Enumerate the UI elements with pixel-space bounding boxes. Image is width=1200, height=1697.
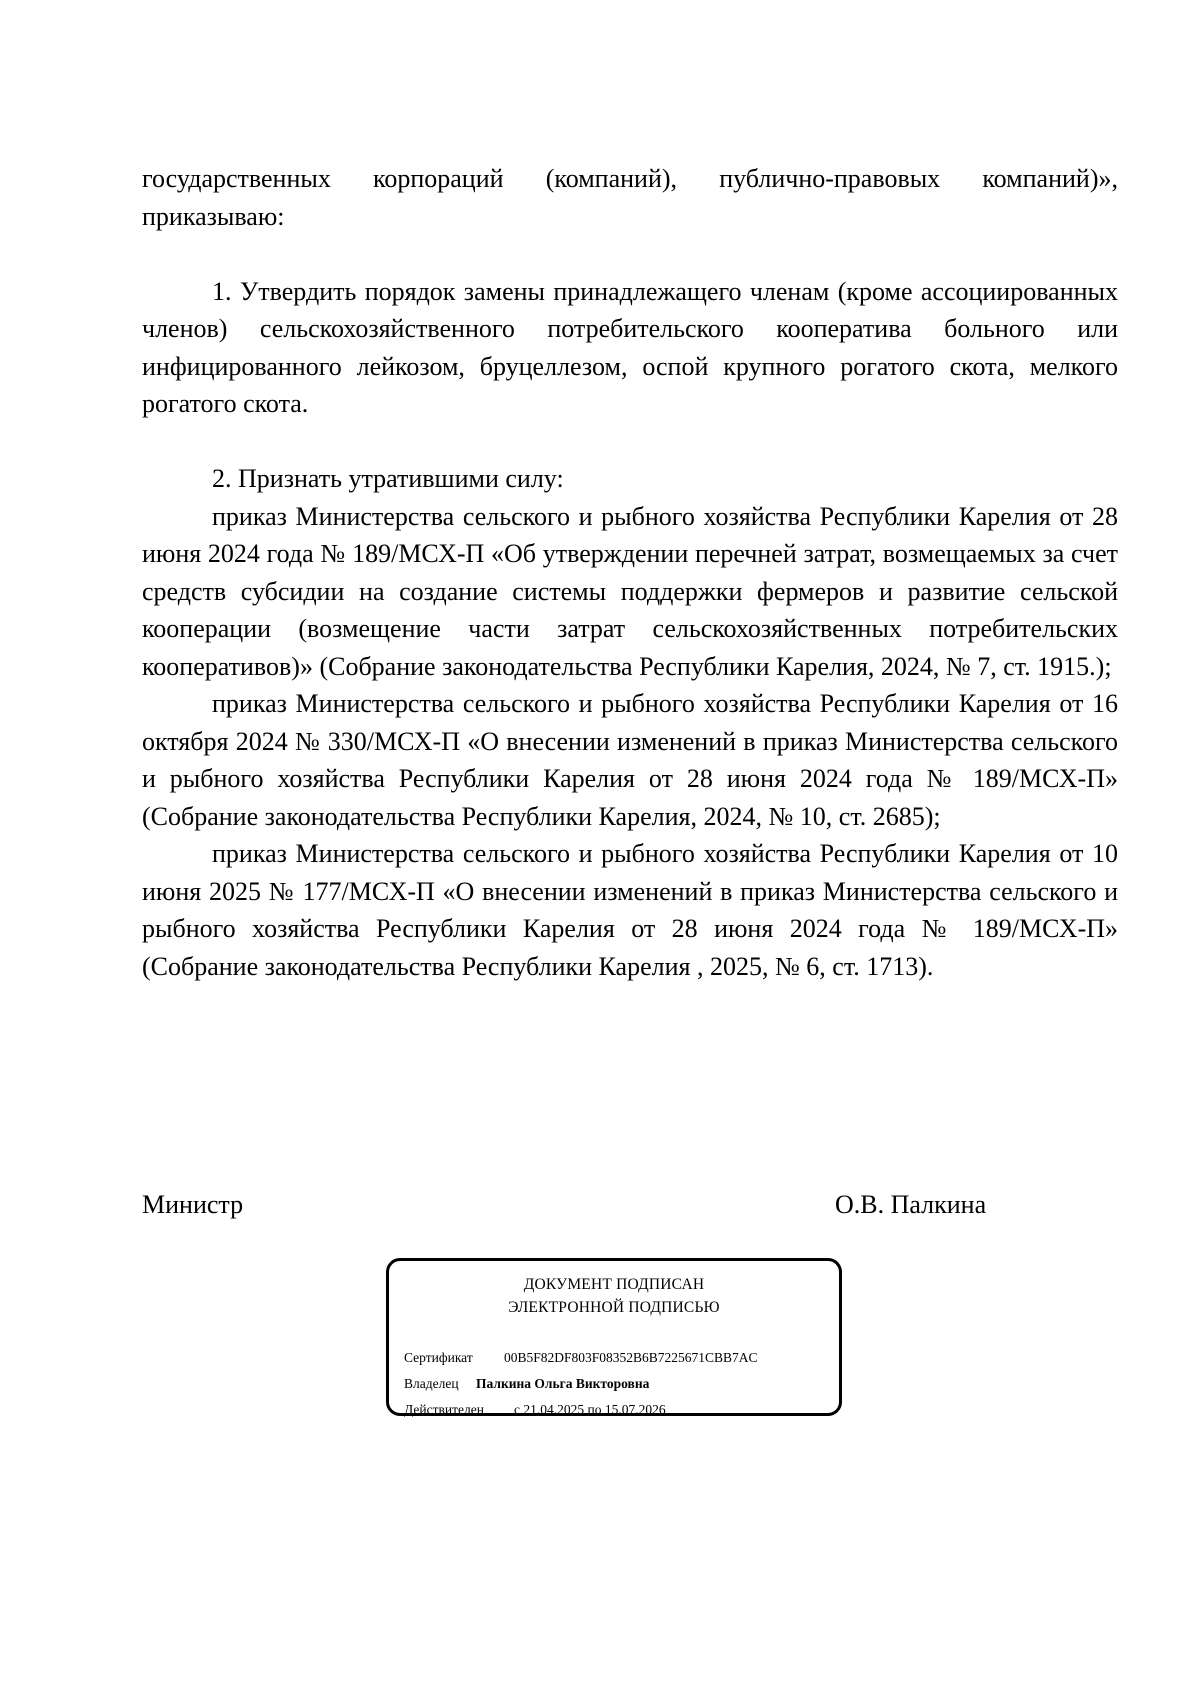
document-body (142, 160, 1118, 985)
validity-label: Действителен (404, 1402, 484, 1417)
electronic-signature-stamp (386, 1258, 842, 1416)
certificate-label: Сертификат (404, 1350, 473, 1365)
validity-value: с 21.04.2025 по 15.07.2026 (514, 1402, 666, 1417)
intro-line-1: государственных корпораций (компаний), публично-правовых компаний)», (142, 164, 1118, 193)
signer-role: Министр (142, 1190, 244, 1219)
order-item-1: 1. Утвердить порядок замены принадлежащего членам (кроме ассоциированных членов) сельскохозяйственного потребительского кооператива больного или инфицированного лейкозом, бруцеллезом, оспой крупного рогатого скота, мелкого рогатого скота. (142, 276, 1118, 418)
signer-name: О.В. Палкина (835, 1190, 987, 1219)
stamp-certificate-row (404, 1345, 758, 1371)
stamp-owner-row (404, 1371, 758, 1397)
stamp-validity-row (404, 1397, 758, 1423)
order-item-2-heading: 2. Признать утратившими силу: (212, 464, 564, 493)
repealed-order-1: приказ Министерства сельского и рыбного хозяйства Республики Карелия от 28 июня 2024 года № 189/МСХ-П «Об утверждении перечней затрат, возмещаемых за счет средств субсидии на создание системы поддержки фермеров и развитие сельской кооперации (возмещение части затрат сельскохозяйственных потребительских кооперативов)» (Собрание законодательства Республики Карелия, 2024, № 7, ст. 1915.); (142, 501, 1118, 681)
owner-value: Палкина Ольга Викторовна (476, 1376, 650, 1391)
owner-label: Владелец (404, 1376, 459, 1391)
stamp-title-line-2: ЭЛЕКТРОННОЙ ПОДПИСЬЮ (508, 1299, 720, 1316)
repealed-order-2: приказ Министерства сельского и рыбного хозяйства Республики Карелия от 16 октября 2024 № 330/МСХ-П «О внесении изменений в приказ Министерства сельского и рыбного хозяйства Республики Карелия от 28 июня 2024 года № 189/МСХ-П» (Собрание законодательства Республики Карелия, 2024, № 10, ст. 2685); (142, 689, 1118, 831)
stamp-title (389, 1273, 839, 1319)
intro-line-2: приказываю: (142, 201, 285, 231)
stamp-title-line-1: ДОКУМЕНТ ПОДПИСАН (523, 1276, 705, 1293)
certificate-value: 00B5F82DF803F08352B6B7225671CBB7AC (504, 1350, 758, 1365)
repealed-order-3: приказ Министерства сельского и рыбного хозяйства Республики Карелия от 10 июня 2025 № 177/МСХ-П «О внесении изменений в приказ Министерства сельского и рыбного хозяйства Республики Карелия от 28 июня 2024 года № 189/МСХ-П» (Собрание законодательства Республики Карелия , 2025, № 6, ст. 1713). (142, 839, 1118, 981)
stamp-details (404, 1345, 758, 1423)
